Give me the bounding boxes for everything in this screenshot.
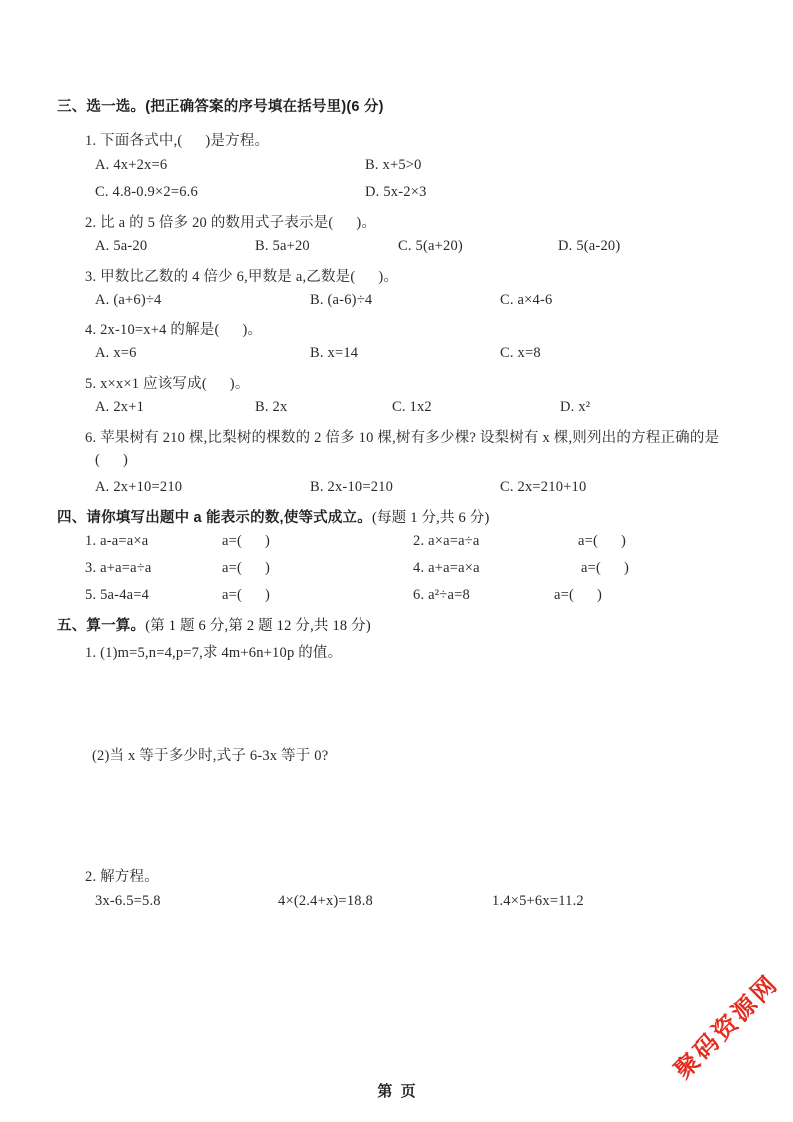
q4-option-c: C. x=8 bbox=[500, 345, 541, 361]
q5-option-d: D. x² bbox=[560, 399, 591, 415]
s5-equation-3: 1.4×5+6x=11.2 bbox=[492, 893, 584, 909]
section4-title bbox=[57, 506, 490, 527]
s4-blank-6: a=( ) bbox=[554, 587, 603, 603]
q5-option-a: A. 2x+1 bbox=[95, 399, 145, 415]
q2-option-b: B. 5a+20 bbox=[255, 238, 310, 254]
q3-stem: 3. 甲数比乙数的 4 倍少 6,甲数是 a,乙数是( )。 bbox=[85, 269, 399, 285]
s5-equation-1: 3x-6.5=5.8 bbox=[95, 893, 161, 909]
q2-option-d: D. 5(a-20) bbox=[558, 238, 621, 254]
q2-option-a: A. 5a-20 bbox=[95, 238, 148, 254]
s5-q1-part2: (2)当 x 等于多少时,式子 6-3x 等于 0? bbox=[92, 748, 329, 764]
s4-item-1: 1. a-a=a×a bbox=[85, 533, 149, 549]
q3-option-a: A. (a+6)÷4 bbox=[95, 292, 162, 308]
q5-option-c: C. 1x2 bbox=[392, 399, 432, 415]
section4-title-score: (每题 1 分,共 6 分) bbox=[371, 510, 490, 526]
q2-option-c: C. 5(a+20) bbox=[398, 238, 463, 254]
section4-title-main: 四、请你填写出题中 a 能表示的数,使等式成立。 bbox=[57, 510, 372, 526]
q4-option-a: A. x=6 bbox=[95, 345, 137, 361]
s5-q2-label: 2. 解方程。 bbox=[85, 869, 159, 885]
section5-title bbox=[57, 614, 371, 635]
q6-stem-line2: ( ) bbox=[95, 452, 129, 468]
q1-option-d: D. 5x-2×3 bbox=[365, 184, 427, 200]
q2-stem: 2. 比 a 的 5 倍多 20 的数用式子表示是( )。 bbox=[85, 215, 377, 231]
q1-option-c: C. 4.8-0.9×2=6.6 bbox=[95, 184, 198, 200]
s4-blank-2: a=( ) bbox=[578, 533, 627, 549]
q1-option-b: B. x+5>0 bbox=[365, 157, 422, 173]
s4-blank-3: a=( ) bbox=[222, 560, 271, 576]
s4-blank-4: a=( ) bbox=[581, 560, 630, 576]
q3-option-b: B. (a-6)÷4 bbox=[310, 292, 373, 308]
q6-option-b: B. 2x-10=210 bbox=[310, 479, 394, 495]
q4-stem: 4. 2x-10=x+4 的解是( )。 bbox=[85, 322, 263, 338]
section5-title-main: 五、算一算。 bbox=[57, 618, 146, 634]
q6-stem: 6. 苹果树有 210 棵,比梨树的棵数的 2 倍多 10 棵,树有多少棵? 设梨树有 x 棵,则列出的方程正确的是 bbox=[85, 430, 720, 446]
watermark-stamp: 聚码资源网 bbox=[669, 969, 785, 1085]
s5-q1-part1: 1. (1)m=5,n=4,p=7,求 4m+6n+10p 的值。 bbox=[85, 645, 343, 661]
s4-item-3: 3. a+a=a÷a bbox=[85, 560, 152, 576]
q3-option-c: C. a×4-6 bbox=[500, 292, 553, 308]
s5-equation-2: 4×(2.4+x)=18.8 bbox=[278, 893, 373, 909]
page-footer: 第 页 bbox=[377, 1083, 416, 1100]
q1-option-a: A. 4x+2x=6 bbox=[95, 157, 168, 173]
s4-item-4: 4. a+a=a×a bbox=[413, 560, 480, 576]
q5-option-b: B. 2x bbox=[255, 399, 288, 415]
q6-option-a: A. 2x+10=210 bbox=[95, 479, 183, 495]
s4-blank-5: a=( ) bbox=[222, 587, 271, 603]
q1-stem: 1. 下面各式中,( )是方程。 bbox=[85, 133, 270, 149]
q4-option-b: B. x=14 bbox=[310, 345, 359, 361]
section3-title: 三、选一选。(把正确答案的序号填在括号里)(6 分) bbox=[57, 99, 384, 115]
q5-stem: 5. x×x×1 应该写成( )。 bbox=[85, 376, 250, 392]
s4-item-6: 6. a²÷a=8 bbox=[413, 587, 470, 603]
s4-item-2: 2. a×a=a÷a bbox=[413, 533, 480, 549]
section5-title-score: (第 1 题 6 分,第 2 题 12 分,共 18 分) bbox=[145, 618, 371, 634]
s4-blank-1: a=( ) bbox=[222, 533, 271, 549]
s4-item-5: 5. 5a-4a=4 bbox=[85, 587, 150, 603]
q6-option-c: C. 2x=210+10 bbox=[500, 479, 587, 495]
